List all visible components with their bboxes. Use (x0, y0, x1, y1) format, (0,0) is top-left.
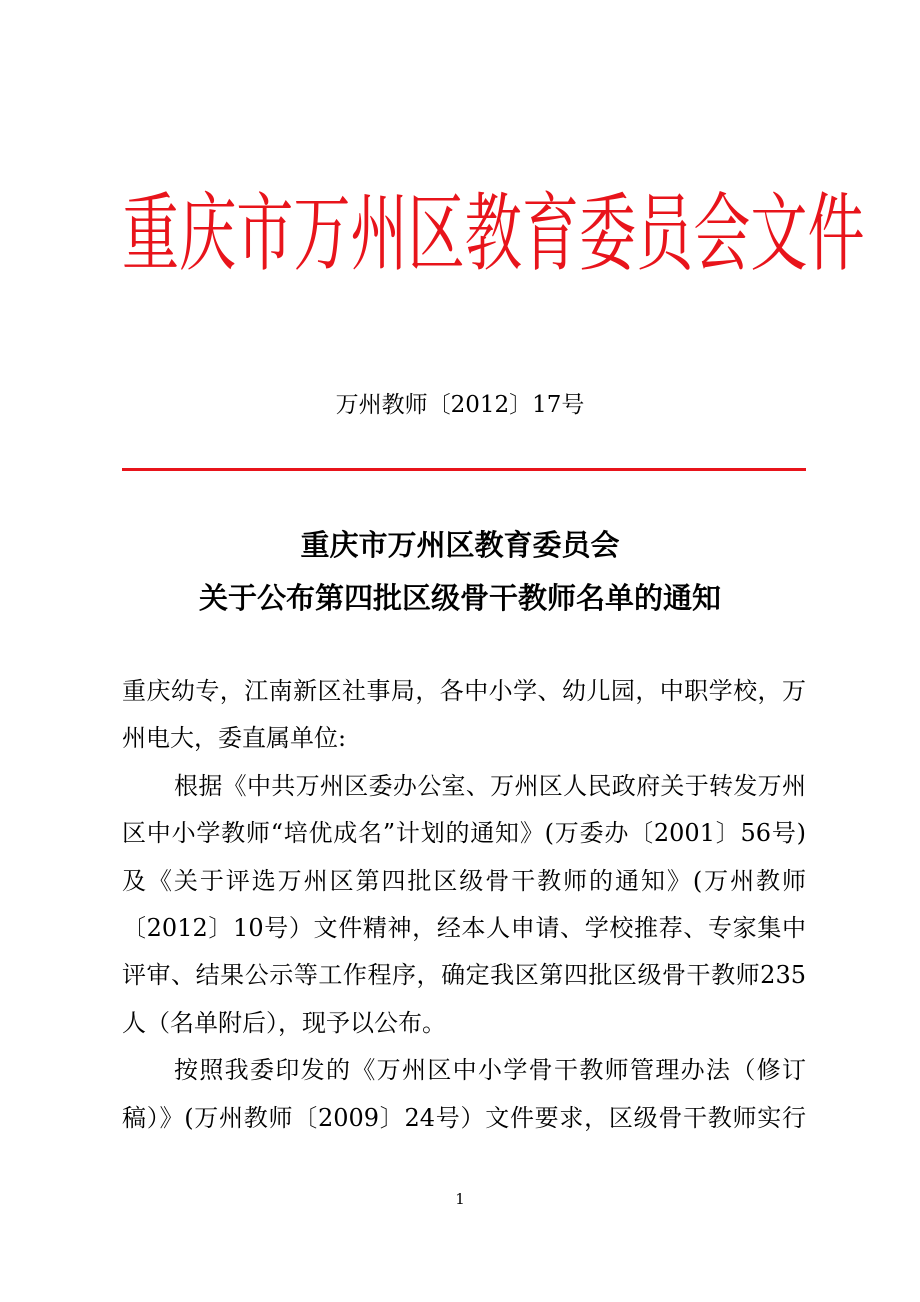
notice-body (122, 668, 806, 1142)
body-line: 人（名单附后），现予以公布。 (122, 1008, 446, 1037)
notice-title-line1: 重庆市万州区教育委员会 (300, 528, 620, 562)
body-line: 及《关于评选万州区第四批区级骨干教师的通知》(万州教师 (122, 866, 806, 895)
red-divider (122, 468, 806, 471)
body-line: 州电大，委直属单位: (122, 724, 347, 753)
body-line: 按照我委印发的《万州区中小学骨干教师管理办法（修订 (174, 1056, 806, 1085)
body-line: 稿）》(万州教师〔2009〕24号）文件要求，区级骨干教师实行 (122, 1103, 806, 1132)
red-header-title: 重庆市万州区教育委员会文件 (122, 185, 865, 284)
document-number: 万州教师〔2012〕17号 (335, 392, 585, 418)
notice-title-line2: 关于公布第四批区级骨干教师名单的通知 (198, 581, 721, 615)
body-line: 〔2012〕10号）文件精神，经本人申请、学校推荐、专家集中 (122, 913, 806, 942)
body-line: 根据《中共万州区委办公室、万州区人民政府关于转发万州 (174, 771, 806, 800)
page-number: 1 (455, 1190, 465, 1208)
body-line: 区中小学教师“培优成名”计划的通知》(万委办〔2001〕56号) (122, 819, 806, 848)
body-line: 重庆幼专，江南新区社事局，各中小学、幼儿园，中职学校，万 (122, 677, 806, 705)
body-line: 评审、结果公示等工作程序，确定我区第四批区级骨干教师235 (122, 961, 806, 990)
